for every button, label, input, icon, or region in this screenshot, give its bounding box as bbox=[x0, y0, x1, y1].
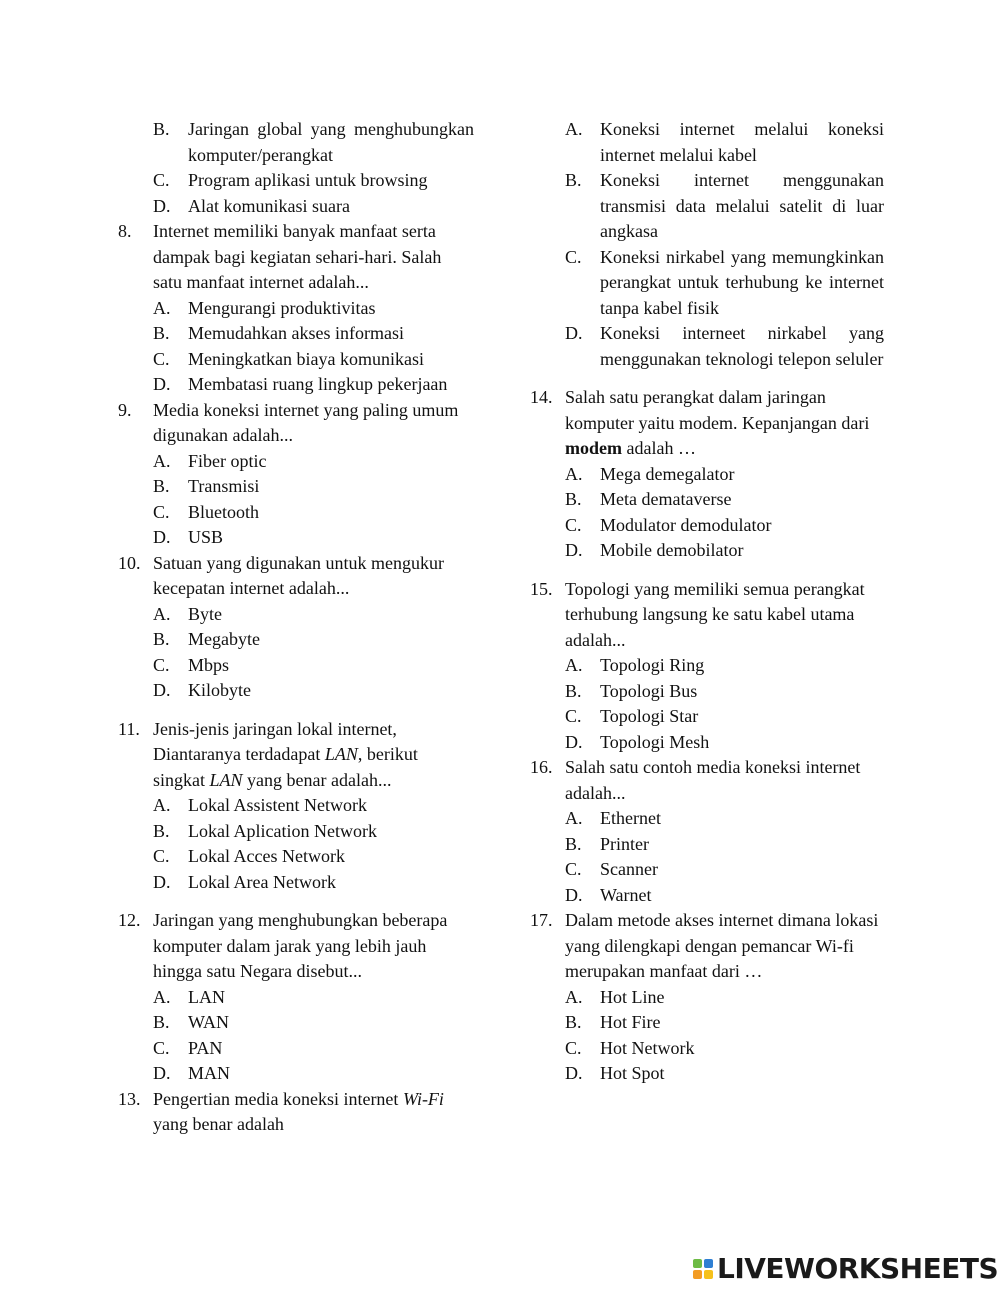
option-letter: A. bbox=[565, 808, 583, 828]
option-letter: D. bbox=[153, 195, 171, 216]
option-text: Fiber optic bbox=[188, 450, 267, 471]
option-letter: B. bbox=[565, 833, 582, 854]
option-text: USB bbox=[188, 527, 224, 547]
question-number: 13. bbox=[118, 1088, 141, 1109]
option-15a[interactable] bbox=[565, 653, 884, 679]
option-13a[interactable] bbox=[565, 117, 884, 168]
option-text: Topologi Mesh bbox=[600, 731, 710, 752]
option-text: Scanner bbox=[600, 859, 658, 879]
option-11c[interactable] bbox=[153, 844, 474, 870]
option-17c[interactable] bbox=[565, 1036, 884, 1062]
question-number: 8. bbox=[118, 221, 132, 241]
question-text-part: yang benar adalah... bbox=[242, 769, 392, 790]
option-text: Hot Fire bbox=[600, 1012, 661, 1032]
option-letter: C. bbox=[153, 654, 170, 675]
option-15c[interactable] bbox=[565, 704, 884, 730]
question-number: 11. bbox=[118, 718, 140, 739]
option-7d[interactable] bbox=[153, 194, 474, 220]
question-number: 14. bbox=[530, 387, 553, 407]
option-text: Kilobyte bbox=[188, 680, 251, 700]
option-11d[interactable] bbox=[153, 870, 474, 896]
question-9 bbox=[118, 398, 474, 551]
option-text: Megabyte bbox=[188, 629, 260, 649]
option-text: Mbps bbox=[188, 654, 230, 675]
question-number: 15. bbox=[530, 578, 553, 599]
question-text-part: yang benar adalah bbox=[153, 1114, 284, 1134]
option-text: Bluetooth bbox=[188, 501, 259, 522]
option-text: Mobile demobilator bbox=[600, 540, 744, 560]
option-8b[interactable] bbox=[153, 321, 474, 347]
option-text: Lokal Aplication Network bbox=[188, 820, 377, 841]
question-15 bbox=[530, 577, 884, 756]
option-letter: B. bbox=[565, 489, 582, 509]
option-8a[interactable] bbox=[153, 296, 474, 322]
question-text-part: Salah satu perangkat dalam jaringan komputer yaitu modem. Kepanjangan dari bbox=[565, 387, 870, 433]
option-letter: C. bbox=[565, 706, 582, 726]
option-letter: C. bbox=[153, 501, 170, 522]
question-14 bbox=[530, 385, 884, 564]
option-letter: D. bbox=[565, 323, 583, 343]
option-17d[interactable] bbox=[565, 1061, 884, 1087]
question-number: 16. bbox=[530, 757, 553, 777]
option-text: Lokal Area Network bbox=[188, 871, 336, 892]
option-text: Program aplikasi untuk browsing bbox=[188, 170, 428, 190]
option-letter: D. bbox=[153, 374, 171, 394]
option-text: Meningkatkan biaya komunikasi bbox=[188, 348, 424, 369]
left-column bbox=[118, 117, 474, 1138]
option-text: Topologi Star bbox=[600, 706, 699, 726]
option-7b[interactable] bbox=[153, 117, 474, 168]
option-text: Koneksi interneet nirkabel yang menggunakan teknologi telepon seluler bbox=[600, 323, 884, 369]
logo-text: LIVEWORKSHEETS bbox=[717, 1252, 999, 1286]
liveworksheets-logo-icon bbox=[693, 1259, 713, 1279]
option-10b[interactable] bbox=[153, 627, 474, 653]
option-letter: A. bbox=[153, 297, 171, 318]
option-letter: A. bbox=[153, 795, 171, 815]
question-text: Media koneksi internet yang paling umum digunakan adalah... bbox=[153, 399, 459, 445]
option-text: Hot Network bbox=[600, 1037, 695, 1058]
option-letter: B. bbox=[153, 629, 170, 649]
option-14b[interactable] bbox=[565, 487, 884, 513]
option-text: Alat komunikasi suara bbox=[188, 195, 350, 216]
option-letter: C. bbox=[565, 859, 582, 879]
option-letter: B. bbox=[153, 323, 170, 343]
option-8d[interactable] bbox=[153, 372, 474, 398]
option-letter: D. bbox=[565, 731, 583, 752]
option-letter: C. bbox=[565, 246, 582, 267]
option-16c[interactable] bbox=[565, 857, 884, 883]
option-9a[interactable] bbox=[153, 449, 474, 475]
option-15b[interactable] bbox=[565, 679, 884, 705]
question-17 bbox=[530, 908, 884, 1087]
option-text: LAN bbox=[188, 986, 225, 1007]
option-text: Hot Line bbox=[600, 986, 665, 1007]
right-column bbox=[530, 117, 884, 1087]
option-text: Topologi Bus bbox=[600, 680, 698, 701]
option-letter: D. bbox=[153, 871, 171, 892]
option-17b[interactable] bbox=[565, 1010, 884, 1036]
option-letter: B. bbox=[153, 820, 170, 841]
question-text bbox=[153, 1087, 474, 1138]
question-text: Topologi yang memiliki semua perangkat terhubung langsung ke satu kabel utama adalah... bbox=[565, 578, 865, 650]
question-13 bbox=[118, 1087, 474, 1138]
option-letter: D. bbox=[565, 540, 583, 560]
option-text: Lokal Acces Network bbox=[188, 846, 345, 866]
question-10 bbox=[118, 551, 474, 704]
option-12c[interactable] bbox=[153, 1036, 474, 1062]
question-text-part: Jenis-jenis jaringan lokal internet, Diantaranya terdadapat bbox=[153, 718, 397, 764]
option-10a[interactable] bbox=[153, 602, 474, 628]
option-letter: D. bbox=[153, 1063, 171, 1083]
option-text: PAN bbox=[188, 1037, 223, 1058]
option-16d[interactable] bbox=[565, 883, 884, 909]
option-letter: B. bbox=[153, 119, 170, 139]
option-15d[interactable] bbox=[565, 730, 884, 756]
question-13-options bbox=[530, 117, 884, 372]
question-text-part: , berikut singkat bbox=[153, 744, 418, 790]
option-11a[interactable] bbox=[153, 793, 474, 819]
option-text: Warnet bbox=[600, 884, 652, 905]
option-letter: A. bbox=[565, 986, 583, 1007]
option-17a[interactable] bbox=[565, 985, 884, 1011]
option-letter: C. bbox=[153, 1037, 170, 1058]
question-12 bbox=[118, 908, 474, 1087]
option-12b[interactable] bbox=[153, 1010, 474, 1036]
option-text: Jaringan global yang menghubungkan komputer/perangkat bbox=[188, 119, 474, 165]
question-11 bbox=[118, 717, 474, 896]
modem-term: modem bbox=[565, 438, 622, 458]
option-text: Mengurangi produktivitas bbox=[188, 297, 376, 318]
option-16a[interactable] bbox=[565, 806, 884, 832]
option-letter: A. bbox=[565, 463, 583, 484]
wifi-term: Wi-Fi bbox=[402, 1088, 444, 1109]
option-letter: A. bbox=[153, 986, 171, 1007]
option-9b[interactable] bbox=[153, 474, 474, 500]
option-7c[interactable] bbox=[153, 168, 474, 194]
question-16 bbox=[530, 755, 884, 908]
option-8c[interactable] bbox=[153, 347, 474, 373]
question-number: 12. bbox=[118, 910, 141, 930]
option-letter: D. bbox=[565, 884, 583, 905]
spacer bbox=[118, 895, 474, 908]
option-letter: D. bbox=[153, 527, 171, 547]
option-text: Printer bbox=[600, 833, 649, 854]
option-text: Ethernet bbox=[600, 808, 661, 828]
question-text-part: Pengertian media koneksi internet bbox=[153, 1088, 403, 1109]
option-12d[interactable] bbox=[153, 1061, 474, 1087]
question-number: 10. bbox=[118, 552, 141, 573]
option-text: Koneksi internet menggunakan transmisi data melalui satelit di luar angkasa bbox=[600, 170, 884, 241]
question-text: Jaringan yang menghubungkan beberapa komputer dalam jarak yang lebih jauh hingga satu Negara disebut... bbox=[153, 910, 448, 981]
option-letter: A. bbox=[565, 655, 583, 675]
option-text: Transmisi bbox=[188, 476, 260, 496]
option-text: Koneksi nirkabel yang memungkinkan perangkat untuk terhubung ke internet tanpa kabel fisik bbox=[600, 246, 884, 318]
liveworksheets-logo bbox=[693, 1254, 998, 1284]
question-text: Dalam metode akses internet dimana lokasi yang dilengkapi dengan pemancar Wi-fi merupakan manfaat dari … bbox=[565, 910, 879, 981]
question-8 bbox=[118, 219, 474, 398]
lan-term: LAN bbox=[324, 744, 358, 764]
question-text: Satuan yang digunakan untuk mengukur kecepatan internet adalah... bbox=[153, 552, 444, 598]
option-14c[interactable] bbox=[565, 513, 884, 539]
option-letter: A. bbox=[153, 450, 171, 471]
lan-term: LAN bbox=[209, 769, 243, 790]
option-letter: D. bbox=[565, 1063, 583, 1083]
option-12a[interactable] bbox=[153, 985, 474, 1011]
question-text-part: adalah … bbox=[622, 438, 696, 458]
option-10c[interactable] bbox=[153, 653, 474, 679]
option-text: Hot Spot bbox=[600, 1063, 665, 1083]
option-text: Lokal Assistent Network bbox=[188, 795, 367, 815]
option-13b[interactable] bbox=[565, 168, 884, 245]
spacer bbox=[530, 564, 884, 577]
option-text: MAN bbox=[188, 1063, 231, 1083]
spacer bbox=[530, 372, 884, 385]
option-14a[interactable] bbox=[565, 462, 884, 488]
question-number: 9. bbox=[118, 399, 132, 420]
question-number: 17. bbox=[530, 910, 553, 930]
option-11b[interactable] bbox=[153, 819, 474, 845]
option-14d[interactable] bbox=[565, 538, 884, 564]
question-text bbox=[153, 717, 474, 794]
option-letter: C. bbox=[153, 348, 170, 369]
option-text: Modulator demodulator bbox=[600, 514, 772, 535]
option-letter: D. bbox=[153, 680, 171, 700]
option-letter: B. bbox=[565, 170, 582, 190]
option-letter: C. bbox=[153, 170, 170, 190]
question-7-options bbox=[118, 117, 474, 219]
option-text: Byte bbox=[188, 603, 222, 624]
option-text: Memudahkan akses informasi bbox=[188, 323, 404, 343]
option-13c[interactable] bbox=[565, 245, 884, 322]
question-text bbox=[565, 385, 884, 462]
option-letter: B. bbox=[565, 1012, 582, 1032]
option-16b[interactable] bbox=[565, 832, 884, 858]
question-text: Internet memiliki banyak manfaat serta dampak bagi kegiatan sehari-hari. Salah satu manfaat internet adalah... bbox=[153, 221, 442, 292]
option-letter: C. bbox=[565, 514, 582, 535]
option-text: WAN bbox=[188, 1012, 229, 1032]
option-letter: C. bbox=[153, 846, 170, 866]
option-text: Koneksi internet melalui koneksi internet melalui kabel bbox=[600, 119, 884, 165]
option-9c[interactable] bbox=[153, 500, 474, 526]
spacer bbox=[118, 704, 474, 717]
option-letter: A. bbox=[153, 603, 171, 624]
question-text: Salah satu contoh media koneksi internet adalah... bbox=[565, 757, 861, 803]
option-letter: C. bbox=[565, 1037, 582, 1058]
option-letter: B. bbox=[565, 680, 582, 701]
option-13d[interactable] bbox=[565, 321, 884, 372]
option-10d[interactable] bbox=[153, 678, 474, 704]
option-letter: B. bbox=[153, 1012, 170, 1032]
option-letter: A. bbox=[565, 119, 583, 139]
option-text: Membatasi ruang lingkup pekerjaan bbox=[188, 374, 448, 394]
option-text: Mega demegalator bbox=[600, 463, 735, 484]
option-9d[interactable] bbox=[153, 525, 474, 551]
option-text: Topologi Ring bbox=[600, 655, 705, 675]
option-text: Meta demataverse bbox=[600, 489, 732, 509]
option-letter: B. bbox=[153, 476, 170, 496]
